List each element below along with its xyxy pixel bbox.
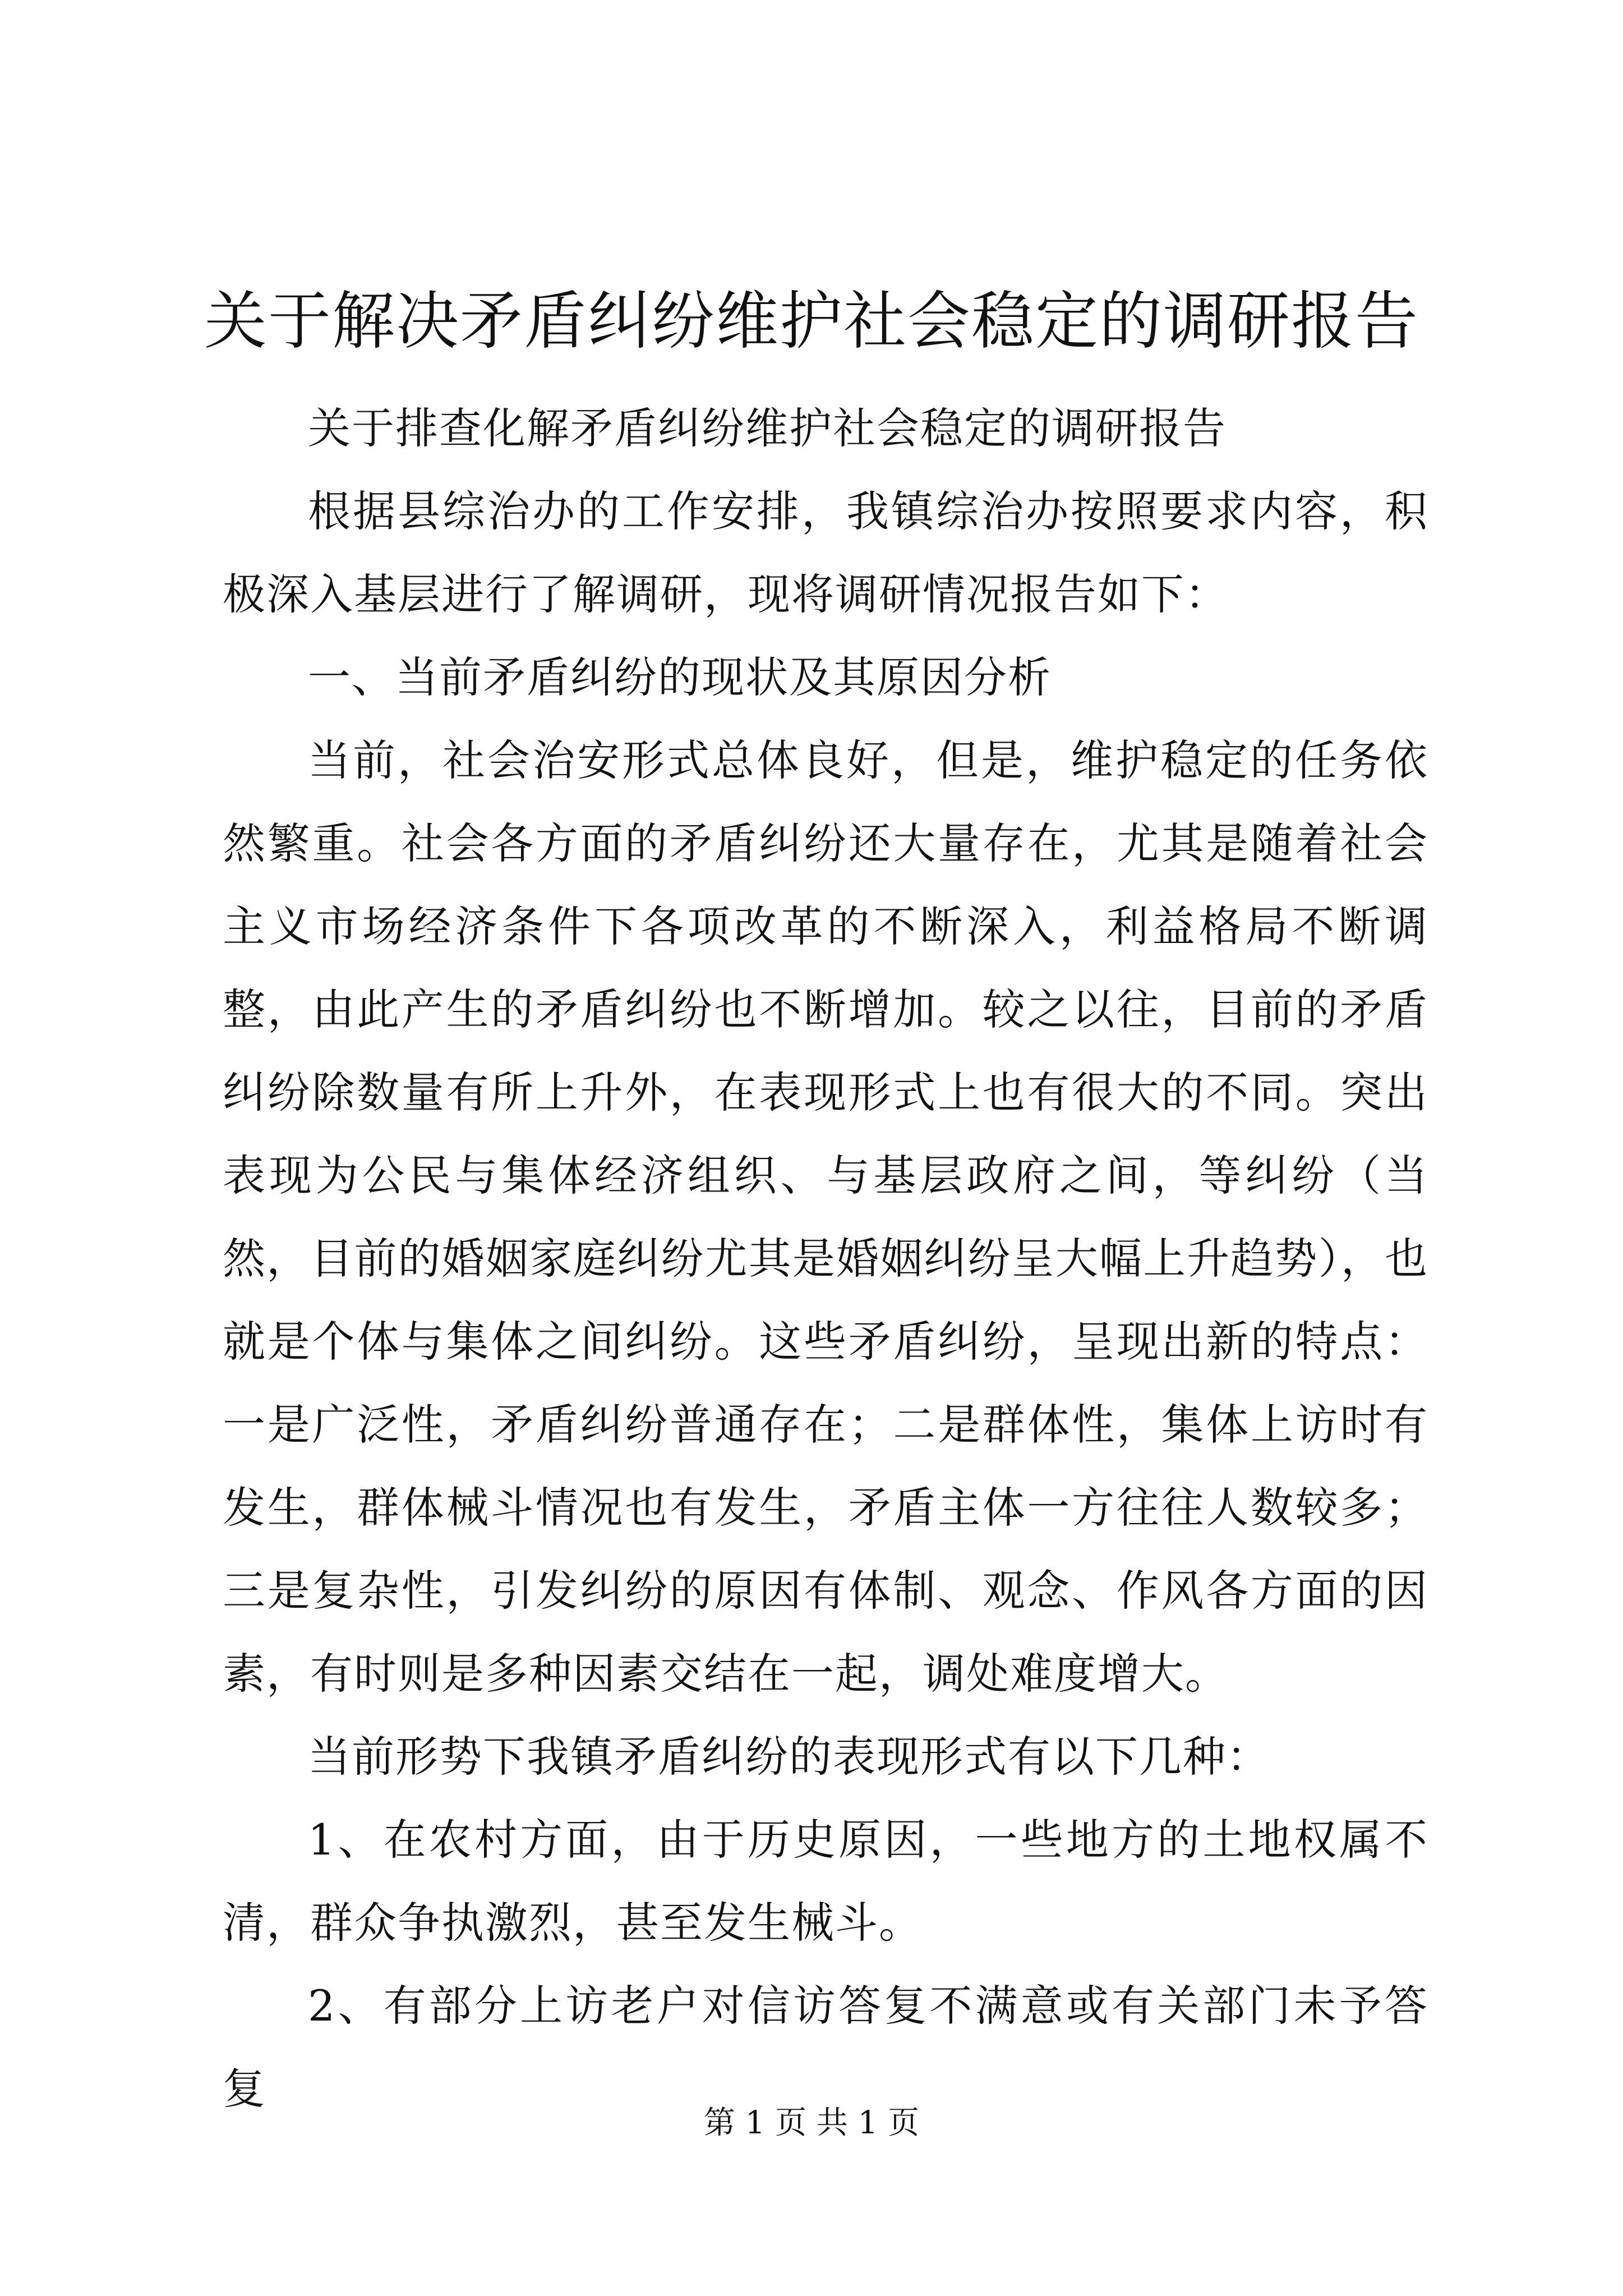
page-footer: 第 1 页 共 1 页 xyxy=(703,2105,920,2141)
paragraph-intro: 根据县综治办的工作安排，我镇综治办按照要求内容，积极深入基层进行了解调研，现将调研情况报告如下： xyxy=(223,486,1428,619)
paragraph-item-1: 1、在农村方面，由于历史原因，一些地方的土地权属不清，群众争执激烈，甚至发生械斗。 xyxy=(223,1815,1428,1948)
paragraph-item-2: 2、有部分上访老户对信访答复不满意或有关部门未予答复 xyxy=(223,1981,1428,2114)
document-title: 关于解决矛盾纠纷维护社会稳定的调研报告 xyxy=(204,285,1419,358)
section-heading: 一、当前矛盾纠纷的现状及其原因分析 xyxy=(308,652,1052,702)
paragraph-forms-intro: 当前形势下我镇矛盾纠纷的表现形式有以下几种： xyxy=(308,1732,1270,1782)
paragraph-subtitle: 关于排查化解矛盾纠纷维护社会稳定的调研报告 xyxy=(308,403,1227,453)
document-body xyxy=(223,387,1428,2131)
paragraph-analysis: 当前，社会治安形式总体良好，但是，维护稳定的任务依然繁重。社会各方面的矛盾纠纷还大量存在，尤其是随着社会主义市场经济条件下各项改革的不断深入，利益格局不断调整，由此产生的矛盾纠纷也不断增加。较之以往，目前的矛盾纠纷除数量有所上升外，在表现形式上也有很大的不同。突出表现为公民与集体经济组织、与基层政府之间，等纠纷（当然，目前的婚姻家庭纠纷尤其是婚姻纠纷呈大幅上升趋势），也就是个体与集体之间纠纷。这些矛盾纠纷，呈现出新的特点：一是广泛性，矛盾纠纷普通存在；二是群体性，集体上访时有发生，群体械斗情况也有发生，矛盾主体一方往往人数较多；三是复杂性，引发纠纷的原因有体制、观念、作风各方面的因素，有时则是多种因素交结在一起，调处难度增大。 xyxy=(223,735,1428,1699)
